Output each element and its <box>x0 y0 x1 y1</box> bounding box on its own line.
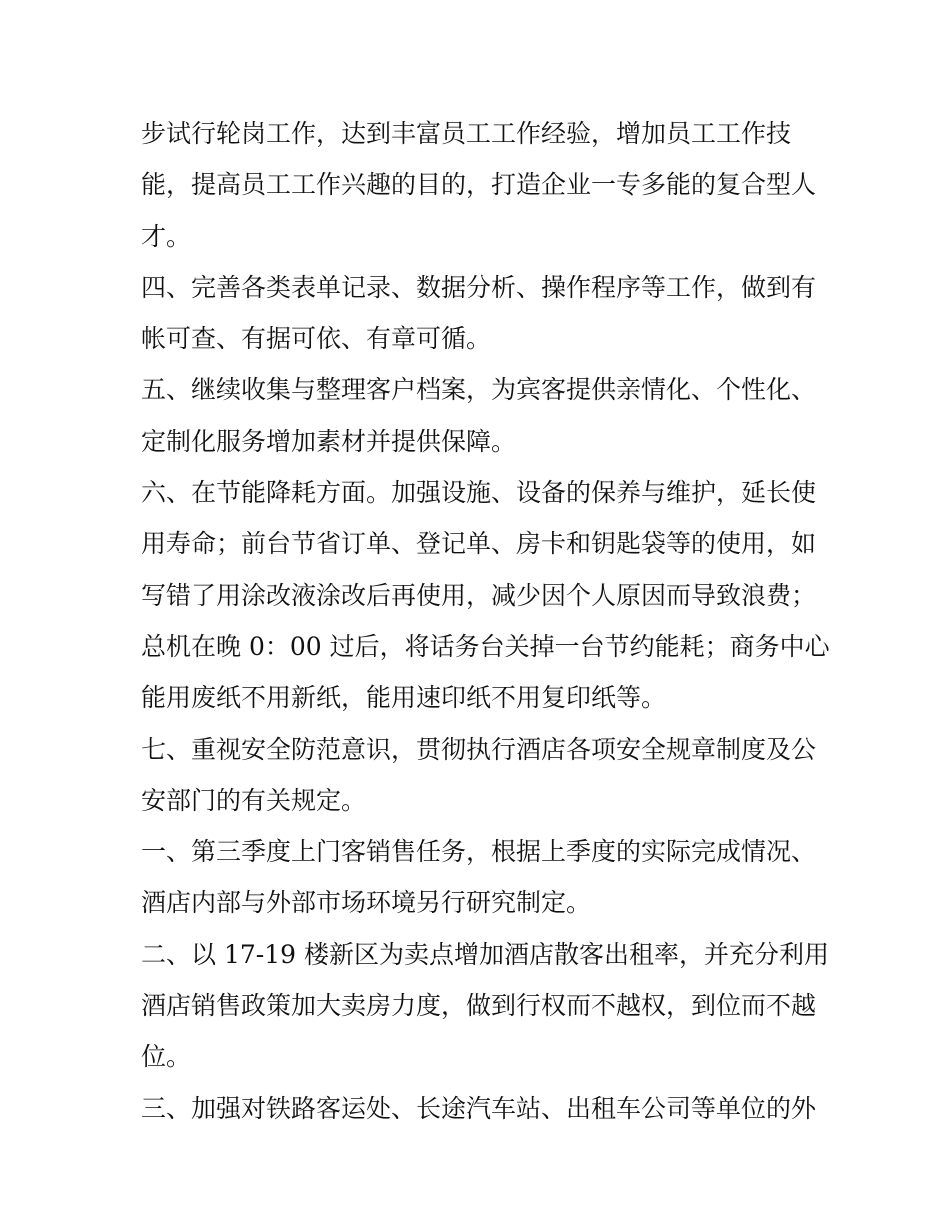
text-line: 酒店销售政策加大卖房力度，做到行权而不越权，到位而不越 <box>141 991 817 1021</box>
text-line: 帐可查、有据可依、有章可循。 <box>141 324 492 354</box>
text-line: 位。 <box>141 1042 192 1072</box>
text-line: 定制化服务增加素材并提供保障。 <box>141 426 517 456</box>
text-line: 写错了用涂改液涂改后再使用，减少因个人原因而导致浪费； <box>141 580 817 610</box>
text-line: 二、以 17-19 楼新区为卖点增加酒店散客出租率，并充分利用 <box>141 939 829 969</box>
text-line: 总机在晚 0：00 过后，将话务台关掉一台节约能耗；商务中心 <box>141 631 830 661</box>
text-line: 七、重视安全防范意识，贯彻执行酒店各项安全规章制度及公 <box>141 734 817 764</box>
text-line: 安部门的有关规定。 <box>141 785 367 815</box>
document-body <box>141 108 830 1134</box>
text-line: 酒店内部与外部市场环境另行研究制定。 <box>141 888 592 918</box>
text-line: 一、第三季度上门客销售任务，根据上季度的实际完成情况、 <box>141 837 817 867</box>
text-line: 用寿命；前台节省订单、登记单、房卡和钥匙袋等的使用，如 <box>141 529 817 559</box>
text-line: 能用废纸不用新纸，能用速印纸不用复印纸等。 <box>141 683 667 713</box>
text-line: 四、完善各类表单记录、数据分析、操作程序等工作，做到有 <box>141 272 817 302</box>
text-line: 五、继续收集与整理客户档案，为宾客提供亲情化、个性化、 <box>141 375 817 405</box>
text-line: 能，提高员工工作兴趣的目的，打造企业一专多能的复合型人 <box>141 170 817 200</box>
text-line: 六、在节能降耗方面。加强设施、设备的保养与维护，延长使 <box>141 478 817 508</box>
text-line: 才。 <box>141 221 192 251</box>
text-line: 三、加强对铁路客运处、长途汽车站、出租车公司等单位的外 <box>141 1093 817 1123</box>
text-line: 步试行轮岗工作，达到丰富员工工作经验，增加员工工作技 <box>141 119 792 148</box>
